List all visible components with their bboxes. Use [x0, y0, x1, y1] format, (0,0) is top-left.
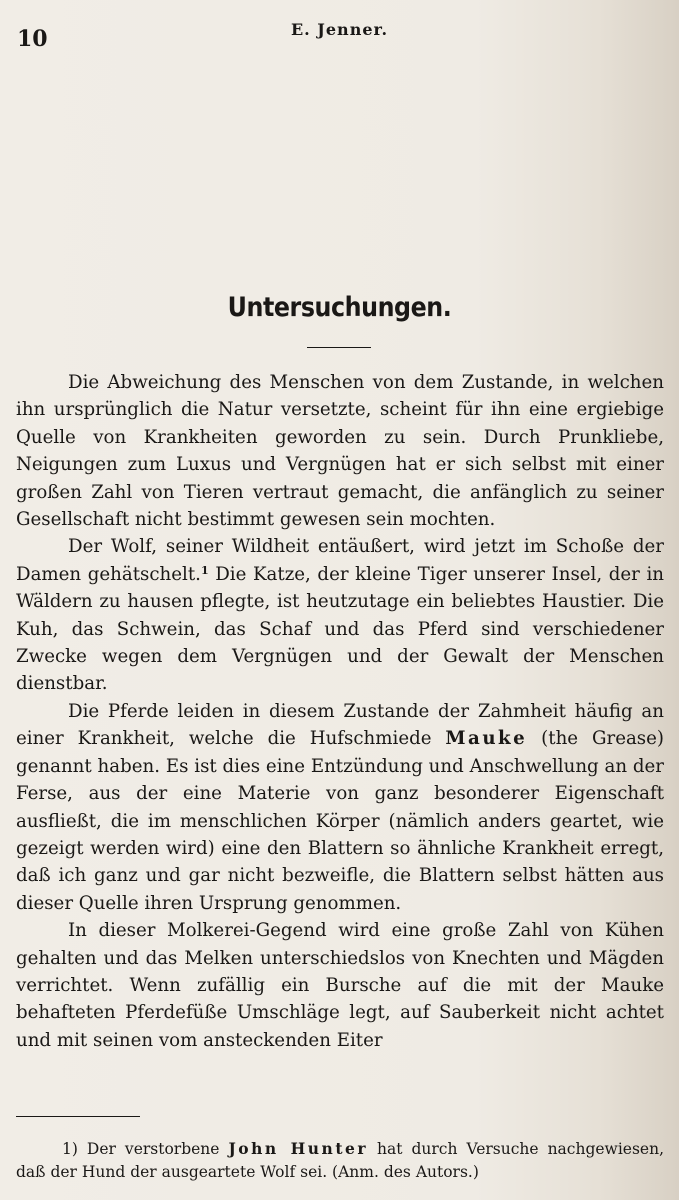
body-text	[16, 369, 664, 1054]
page-number: 10	[17, 26, 48, 52]
paragraph-1: Die Abweichung des Menschen von dem Zustande, in welchen ihn ursprünglich die Natur versetzte, scheint für ihn eine ergiebige Quelle von Krankheiten geworden zu sein. Durch Prunkliebe, Neigungen zum Luxus und Vergnügen hat er sich selbst mit einer großen Zahl von Tieren vertraut gemacht, die anfänglich zu seiner Gesellschaft nicht bestimmt gewesen sein mochten.	[16, 372, 664, 531]
paragraph-2-part2: Die Katze, der kleine Tiger unserer Insel, der in Wäldern zu hausen pflegte, ist heutzutage ein beliebtes Haustier. Die Kuh, das Schwein, das Schaf und das Pferd sind verschiedener Zwecke wegen dem Vergnügen und der Gewalt der Menschen dienstbar.	[16, 563, 664, 695]
paragraph-2	[16, 533, 664, 697]
footnote-rule	[16, 1116, 140, 1117]
paragraph-2-part1: Der Wolf, seiner Wildheit entäußert, wird jetzt im Schoße der Damen gehätschelt.	[16, 536, 664, 585]
paragraph-3-part2: (the Grease) genannt haben. Es ist dies eine Entzündung und Anschwellung an der Ferse, aus der eine Materie von ganz besonderer Eigenschaft ausfließt, die im menschlichen Körper (nämlich anders geartet, wie gezeigt werden wird) eine den Blattern so ähnliche Krankheit erregt, daß ich ganz und gar nicht bezweifle, die Blattern selbst hätten aus dieser Quelle ihren Ursprung genommen.	[16, 728, 664, 914]
title-rule	[307, 347, 371, 348]
footnote-part2: hat durch Versuche nachgewiesen, daß der Hund der ausgeartete Wolf sei. (Anm. des Autors.)	[16, 1140, 664, 1181]
paragraph-4: In dieser Molkerei-Gegend wird eine große Zahl von Kühen gehalten und das Melken unterschiedslos von Knechten und Mägden verrichtet. Wenn zufällig ein Bursche auf die mit der Mauke behafteten Pferdefüße Umschläge legt, auf Sauberkeit nicht achtet und mit seinen vom ansteckenden Eiter	[16, 920, 664, 1051]
footnote-number: 1)	[62, 1140, 78, 1158]
paragraph-3-part1: Die Pferde leiden in diesem Zustande der Zahmheit häufig an einer Krankheit, welche die Hufschmiede	[16, 700, 664, 750]
footnote-paragraph	[16, 1137, 664, 1184]
section-title: Untersuchungen.	[227, 292, 452, 323]
footnote-reference: 1	[200, 563, 209, 577]
paragraph-3	[16, 698, 664, 917]
footnote-part1: Der verstorbene	[77, 1140, 229, 1158]
footnote-emphasis: John Hunter	[228, 1139, 369, 1158]
paragraph-3-emphasis: Mauke	[445, 728, 528, 750]
footnote	[16, 1137, 664, 1184]
running-head: E. Jenner.	[290, 20, 389, 39]
